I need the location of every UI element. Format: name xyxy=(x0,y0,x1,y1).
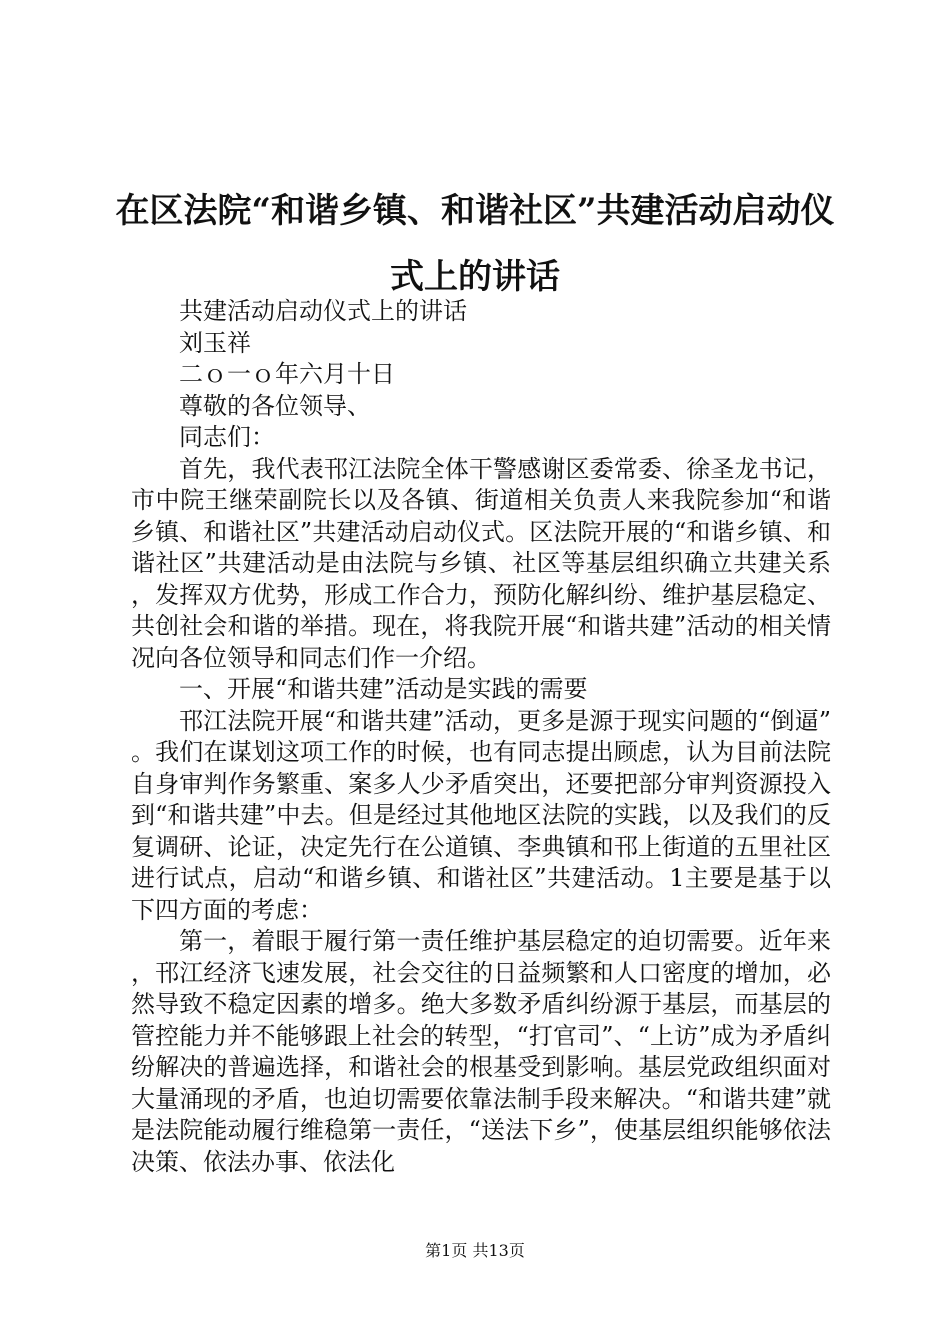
section-heading-1: 一、开展“和谐共建”活动是实践的需要 xyxy=(179,675,588,703)
paragraph-intro: 首先，我代表邗江法院全体干警感谢区委常委、徐圣龙书记，市中院王继荣副院长以及各镇、街道相关负责人来我院参加“和谐乡镇、和谐社区”共建活动启动仪式。区法院开展的“和谐乡镇、和谐社区”共建活动是由法院与乡镇、社区等基层组织确立共建关系，发挥双方优势，形成工作合力，预防化解纠纷、维护基层稳定、共创社会和谐的举措。现在，将我院开展“和谐共建”活动的相关情况向各位领导和同志们作一介绍。 xyxy=(131,454,831,672)
page-footer xyxy=(0,1240,950,1262)
document-body xyxy=(131,296,831,1178)
paragraph-body-2: 第一，着眼于履行第一责任维护基层稳定的迫切需要。近年来，邗江经济飞速发展，社会交往的日益频繁和人口密度的增加，必然导致不稳定因素的增多。绝大多数矛盾纠纷源于基层，而基层的管控能力并不能够跟上社会的转型，“打官司”、“上访”成为矛盾纠纷解决的普遍选择，和谐社会的根基受到影响。基层党政组织面对大量涌现的矛盾，也迫切需要依靠法制手段来解决。“和谐共建”就是法院能动履行维稳第一责任，“送法下乡”，使基层组织能够依法决策、依法办事、依法化 xyxy=(131,927,831,1176)
document-title: 在区法院“和谐乡镇、和谐社区”共建活动启动仪式上的讲话 xyxy=(115,191,835,297)
paragraph-date: 二ｏ一ｏ年六月十日 xyxy=(179,360,395,388)
paragraph-salutation: 尊敬的各位领导、 xyxy=(179,391,371,420)
page-number: 第1页 xyxy=(425,1241,468,1260)
paragraph-author: 刘玉祥 xyxy=(179,328,251,357)
paragraph-subtitle: 共建活动启动仪式上的讲话 xyxy=(179,297,467,325)
paragraph-body-1: 邗江法院开展“和谐共建”活动，更多是源于现实问题的“倒逼”。我们在谋划这项工作的时候，也有同志提出顾虑，认为目前法院自身审判作务繁重、案多人少矛盾突出，还要把部分审判资源投入到“和谐共建”中去。但是经过其他地区法院的实践，以及我们的反复调研、论证，决定先行在公道镇、李典镇和邗上街道的五里社区进行试点，启动“和谐乡镇、和谐社区”共建活动。1主要是基于以下四方面的考虑： xyxy=(131,706,831,924)
page-total: 共13页 xyxy=(472,1241,525,1260)
paragraph-salutation-2: 同志们： xyxy=(179,423,275,451)
